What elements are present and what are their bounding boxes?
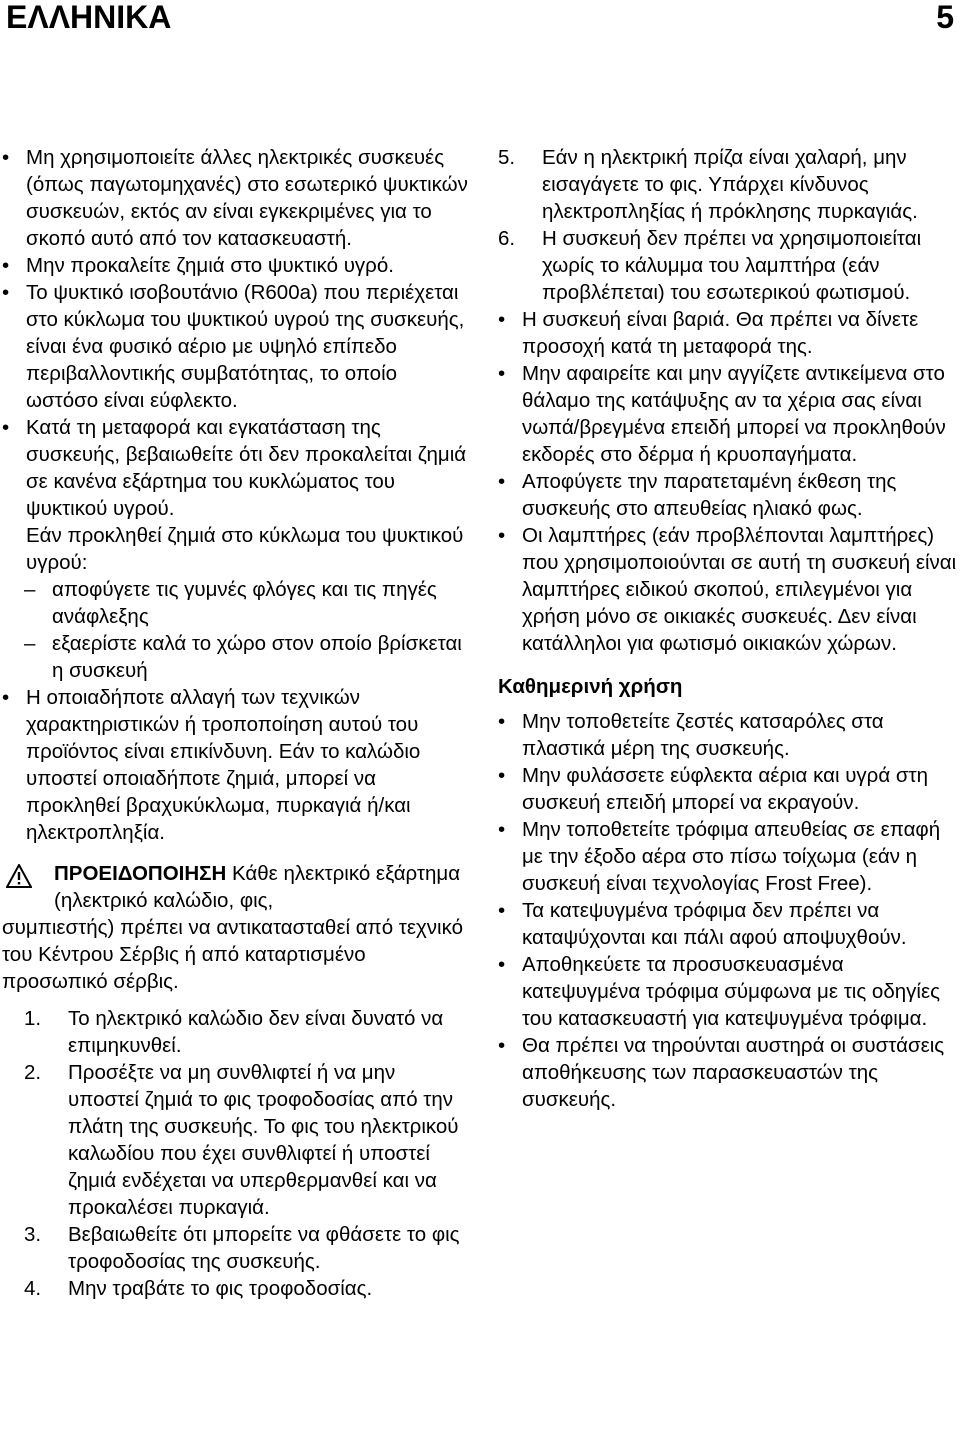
numbered-item xyxy=(2,1005,468,1059)
page-header xyxy=(0,0,960,34)
list-item: • Μην φυλάσσετε εύφλεκτα αέρια και υγρά στη συσκευή επειδή μπορεί να εκραγούν. xyxy=(498,762,960,816)
list-item: • Αποφύγετε την παρατεταμένη έκθεση της συσκευής στο απευθείας ηλιακό φως. xyxy=(498,468,960,522)
item-number: 2. xyxy=(24,1061,42,1084)
item-number: 6. xyxy=(498,227,516,250)
list-item: • Το ψυκτικό ισοβουτάνιο (R600a) που περιέχεται στο κύκλωμα του ψυκτικού υγρού της συσκευής, είναι ένα φυσικό αέριο με υψηλό επίπεδο περιβαλλοντικής συμβατότητας, το οποίο ωστόσο είναι εύφλεκτο. xyxy=(2,279,468,414)
item-number: 1. xyxy=(24,1007,42,1030)
list-item: • Μην τοποθετείτε τρόφιμα απευθείας σε επαφή με την έξοδο αέρα στο πίσω τοίχωμα (εάν η συσκευή είναι τεχνολογίας Frost Free). xyxy=(498,816,960,897)
list-item: • Η συσκευή είναι βαριά. Θα πρέπει να δίνετε προσοχή κατά τη μεταφορά της. xyxy=(498,306,960,360)
item-text: Η συσκευή δεν πρέπει να χρησιμοποιείται χωρίς το κάλυμμα του λαμπτήρα (εάν προβλέπεται) του εσωτερικού φωτισμού. xyxy=(542,227,922,304)
dash-item: – εξαερίστε καλά το χώρο στον οποίο βρίσκεται η συσκευή xyxy=(2,630,468,684)
item-text: Εάν η ηλεκτρική πρίζα είναι χαλαρή, μην εισαγάγετε το φις. Υπάρχει κίνδυνος ηλεκτροπληξίας ή πρόκλησης πυρκαγιάς. xyxy=(542,146,918,223)
item-number: 5. xyxy=(498,146,516,169)
warning-label: ΠΡΟΕΙΔΟΠΟΙΗΣΗ xyxy=(54,862,227,885)
damage-intro: Εάν προκληθεί ζημιά στο κύκλωμα του ψυκτικού υγρού: xyxy=(26,524,464,574)
list-item: • Μην αφαιρείτε και μην αγγίζετε αντικείμενα στο θάλαμο της κατάψυξης αν τα χέρια σας είναι νωπά/βρεγμένα επειδή μπορεί να προκληθούν εκδορές στο δέρμα ή κρυοπαγήματα. xyxy=(498,360,960,468)
numbered-item xyxy=(498,144,960,225)
warning-text-first: Κάθε ηλεκτρικό εξάρτημα (ηλεκτρικό καλώδιο, φις, xyxy=(54,862,461,912)
list-item: • Μην τοποθετείτε ζεστές κατσαρόλες στα πλαστικά μέρη της συσκευής. xyxy=(498,708,960,762)
numbered-item xyxy=(2,1275,468,1302)
item-text: Μην τραβάτε το φις τροφοδοσίας. xyxy=(68,1277,373,1300)
list-item: • Η οποιαδήποτε αλλαγή των τεχνικών χαρακτηριστικών ή τροποποίηση αυτού του προϊόντος είναι επικίνδυνη. Εάν το καλώδιο υποστεί οποιαδήποτε ζημιά, μπορεί να προκληθεί βραχυκύκλωμα, πυρκαγιά ή/και ηλεκτροπληξία. xyxy=(2,684,468,846)
item-number: 3. xyxy=(24,1223,42,1246)
left-column xyxy=(2,144,468,1302)
item-number: 4. xyxy=(24,1277,42,1300)
list-item: • Αποθηκεύετε τα προσυσκευασμένα κατεψυγμένα τρόφιμα σύμφωνα με τις οδηγίες του κατασκευαστή για κατεψυγμένα τρόφιμα. xyxy=(498,951,960,1032)
page-number: 5 xyxy=(936,0,954,35)
list-item: • Θα πρέπει να τηρούνται αυστηρά οι συστάσεις αποθήκευσης των παρασκευαστών της συσκευής. xyxy=(498,1032,960,1113)
dash-item: – αποφύγετε τις γυμνές φλόγες και τις πηγές ανάφλεξης xyxy=(2,576,468,630)
warning-block xyxy=(2,860,468,995)
right-column xyxy=(498,144,960,1113)
warning-triangle-icon xyxy=(6,864,32,888)
item-text: Προσέξτε να μη συνθλιφτεί ή να μην υποστεί ζημιά το φις τροφοδοσίας από την πλάτη της συσκευής. Το φις του ηλεκτρικού καλωδίου που έχει συνθλιφτεί ή υποστεί ζημιά ενδέχεται να υπερθερμανθεί και να προκαλέσει πυρκαγιά. xyxy=(68,1061,459,1219)
warning-text-rest: συμπιεστής) πρέπει να αντικατασταθεί από τεχνικό του Κέντρου Σέρβις ή από καταρτισμένο προσωπικό σέρβις. xyxy=(2,916,463,993)
list-item: • Μη χρησιμοποιείτε άλλες ηλεκτρικές συσκευές (όπως παγωτομηχανές) στο εσωτερικό ψυκτικών συσκευών, εκτός αν είναι εγκεκριμένες για το σκοπό αυτό από τον κατασκευαστή. xyxy=(2,144,468,252)
list-item: • Κατά τη μεταφορά και εγκατάσταση της συσκευής, βεβαιωθείτε ότι δεν προκαλείται ζημιά σε κανένα εξάρτημα του κυκλώματος του ψυκτικού υγρού. xyxy=(2,414,468,522)
list-item: • Τα κατεψυγμένα τρόφιμα δεν πρέπει να καταψύχονται και πάλι αφού αποψυχθούν. xyxy=(498,897,960,951)
numbered-item xyxy=(2,1059,468,1221)
numbered-item xyxy=(2,1221,468,1275)
daily-use-heading: Καθημερινή χρήση xyxy=(498,675,683,698)
header-language: ΕΛΛΗΝΙΚΑ xyxy=(6,0,172,35)
numbered-item xyxy=(498,225,960,306)
list-item: • Μην προκαλείτε ζημιά στο ψυκτικό υγρό. xyxy=(2,252,468,279)
item-text: Βεβαιωθείτε ότι μπορείτε να φθάσετε το φις τροφοδοσίας της συσκευής. xyxy=(68,1223,460,1273)
list-item: • Οι λαμπτήρες (εάν προβλέπονται λαμπτήρες) που χρησιμοποιούνται σε αυτή τη συσκευή είναι λαμπτήρες ειδικού σκοπού, επιλεγμένοι για χρήση μόνο σε οικιακές συσκευές. Δεν είναι κατάλληλοι για φωτισμό οικιακών χώρων. xyxy=(498,522,960,657)
item-text: Το ηλεκτρικό καλώδιο δεν είναι δυνατό να επιμηκυνθεί. xyxy=(68,1007,444,1057)
